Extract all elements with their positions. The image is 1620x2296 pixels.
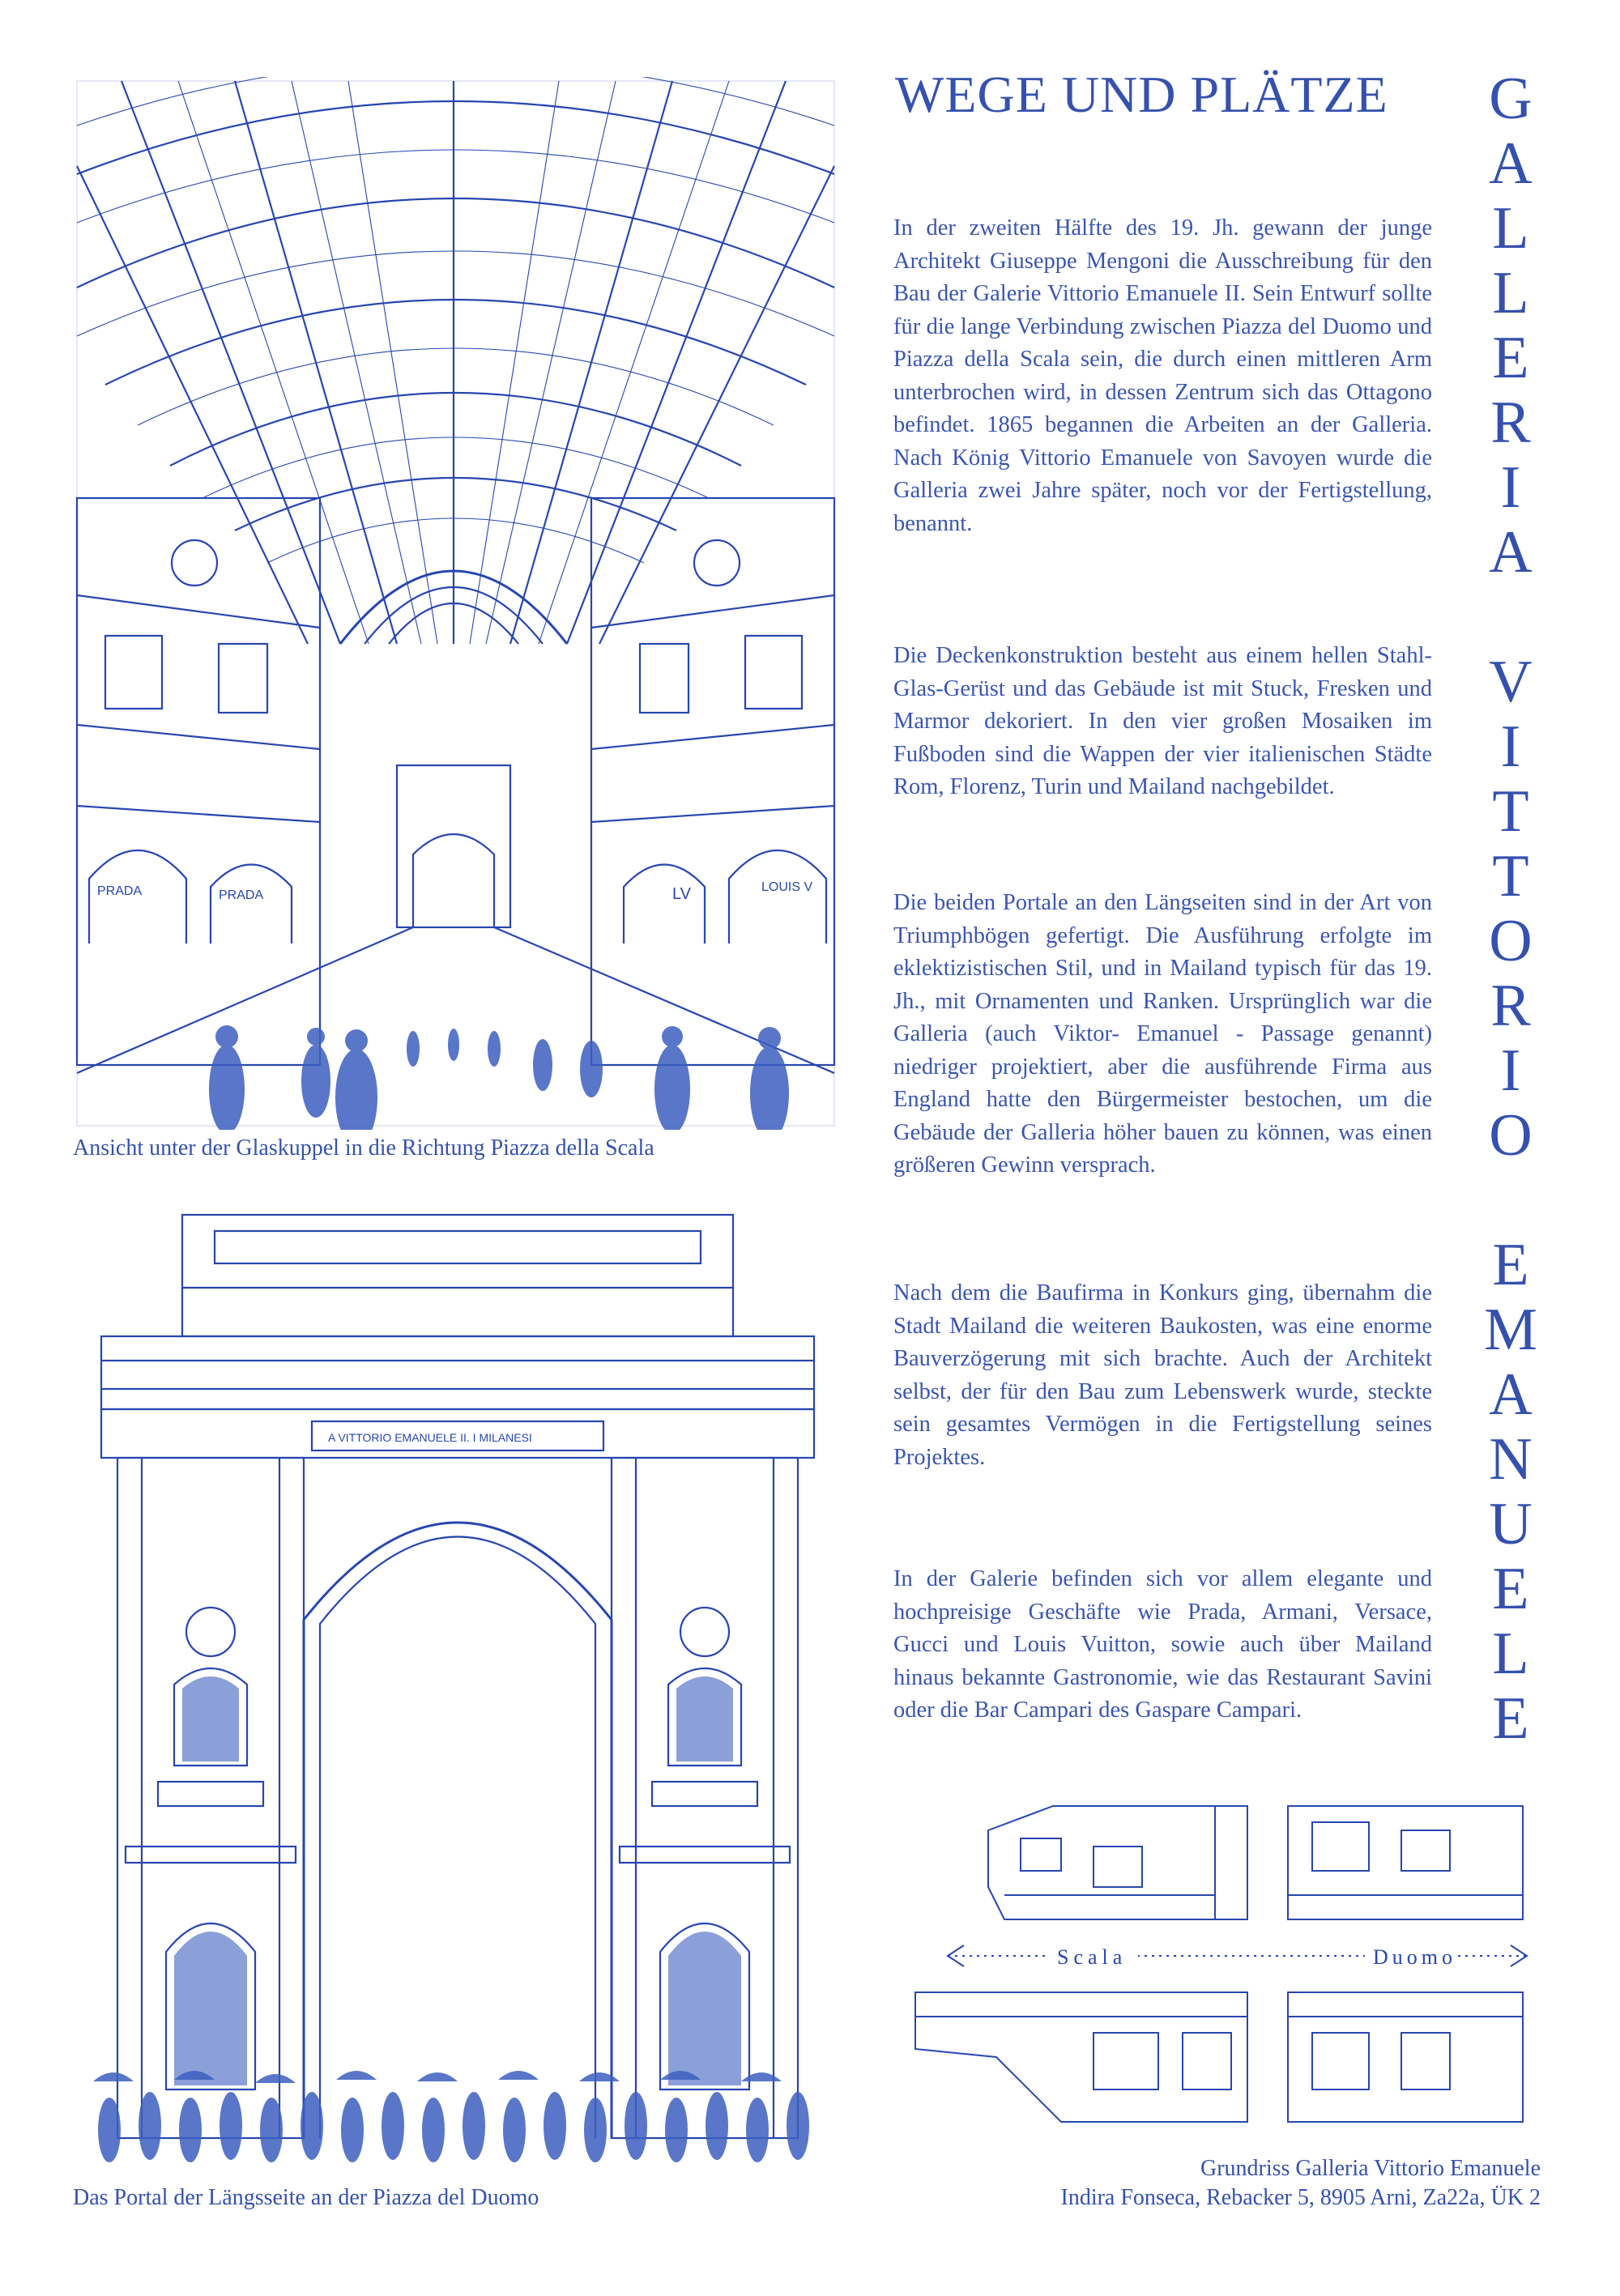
shop-sign-lv: LV [672, 885, 691, 903]
floorplan-label-scala: Scala [1057, 1945, 1128, 1969]
vertical-title-letter: O [1489, 908, 1533, 974]
vertical-title-letter: L [1492, 260, 1529, 326]
caption-portal: Das Portal der Längsseite an der Piazza del Duomo [73, 2185, 539, 2210]
shop-sign-prada-2: PRADA [219, 888, 264, 902]
vertical-title-letter: G [1489, 66, 1533, 132]
vertical-title-letter: E [1492, 1685, 1529, 1752]
vertical-title-letter [1474, 585, 1547, 650]
vertical-title-letter: E [1492, 325, 1529, 391]
paragraph-history: In der zweiten Hälfte des 19. Jh. gewann der junge Architekt Giuseppe Mengoni die Ausschreibung für den Bau der Galerie Vittorio Emanuele II. Sein Entwurf sollte für die lange Verbindung zwischen Piazza del Duomo und Piazza della Scala sein, die durch einen mittleren Arm unterbrochen wird, in dessen Zentrum sich das Ottagono befindet. 1865 begannen die Arbeiten an der Galleria. Nach König Vittorio Emanuele von Savoyen wurde die Galleria zwei Jahre später, noch vor der Fertigstellung, benannt. [893, 215, 1432, 536]
vertical-title-letter: I [1500, 714, 1521, 780]
floorplan-illustration [891, 1790, 1539, 2138]
vertical-title-letter: I [1500, 1037, 1521, 1104]
paragraph-financing: Nach dem die Baufirma in Konkurs ging, übernahm die Stadt Mailand die weiteren Baukosten, was eine enorme Bauverzögerung mit sich brachte. Auch der Architekt selbst, der für den Bau zum Lebenswerk wurde, steckte sein gesamtes Vermögen in die Fertigstellung seines Projektes. [893, 1280, 1432, 1470]
caption-dome: Ansicht unter der Glaskuppel in die Richtung Piazza della Scala [73, 1135, 654, 1161]
vertical-title-letter: A [1489, 130, 1533, 197]
vertical-title-letter: T [1492, 843, 1529, 909]
vertical-title [1474, 66, 1547, 1751]
vertical-title-letter: U [1489, 1491, 1533, 1557]
vertical-title-letter: A [1489, 1361, 1533, 1428]
shop-sign-louis-v: LOUIS V [761, 880, 813, 894]
vertical-title-letter: R [1490, 390, 1531, 456]
paragraph-portals: Die beiden Portale an den Längseiten sind in der Art von Triumphbögen gefertigt. Die Ausführung erfolgte im eklektizistischen Stil, und in Mailand typisch für das 19. Jh., mit Ornamenten und Ranken. Ursprünglich war die Galleria (auch Viktor- Emanuel - Passage genannt) niedriger projektiert, aber die ausführende Firma aus England hatte den Bürgermeister bestochen, um die Gebäude der Galleria höher bauen zu können, was einen größeren Gewinn versprach. [893, 890, 1432, 1178]
vertical-title-letter: I [1500, 454, 1521, 521]
vertical-title-letter: E [1492, 1556, 1529, 1622]
author-credit: Indira Fonseca, Rebacker 5, 8905 Arni, Za22a, ÜK 2 [1060, 2185, 1541, 2210]
vertical-title-letter: E [1492, 1232, 1529, 1298]
paragraph-construction: Die Deckenkonstruktion besteht aus einem hellen Stahl-Glas-Gerüst und das Gebäude ist mit Stuck, Fresken und Marmor dekoriert. In den vier großen Mosaiken im Fußboden sind die Wappen der vier italienischen Städte Rom, Florenz, Turin und Mailand nachgebildet. [893, 643, 1432, 799]
vertical-title-letter: R [1490, 973, 1531, 1039]
floorplan-label-duomo: Duomo [1373, 1945, 1456, 1969]
dome-illustration [73, 77, 838, 1130]
vertical-title-letter: O [1489, 1102, 1533, 1169]
page-title: WEGE UND PLÄTZE [895, 66, 1388, 123]
vertical-title-letter [1474, 1168, 1547, 1233]
vertical-title-letter: A [1489, 519, 1533, 586]
shop-sign-prada-1: PRADA [97, 884, 143, 898]
paragraph-shops: In der Galerie befinden sich vor allem elegante und hochpreisige Geschäfte wie Prada, Armani, Versace, Gucci und Louis Vuitton, sowie auch über Mailand hinaus bekannte Gastronomie, wie das Restaurant Savini oder die Bar Campari des Gaspare Campari. [893, 1566, 1432, 1723]
portal-illustration [85, 1199, 830, 2170]
vertical-title-letter: N [1489, 1426, 1533, 1493]
vertical-title-letter: M [1484, 1297, 1537, 1363]
vertical-title-letter: V [1489, 649, 1533, 715]
vertical-title-letter: L [1492, 1621, 1529, 1687]
vertical-title-letter: L [1492, 195, 1529, 262]
vertical-title-letter: T [1492, 778, 1529, 845]
caption-floorplan: Grundriss Galleria Vittorio Emanuele [1200, 2156, 1541, 2181]
portal-inscription: A VITTORIO EMANUELE II. I MILANESI [328, 1431, 532, 1444]
